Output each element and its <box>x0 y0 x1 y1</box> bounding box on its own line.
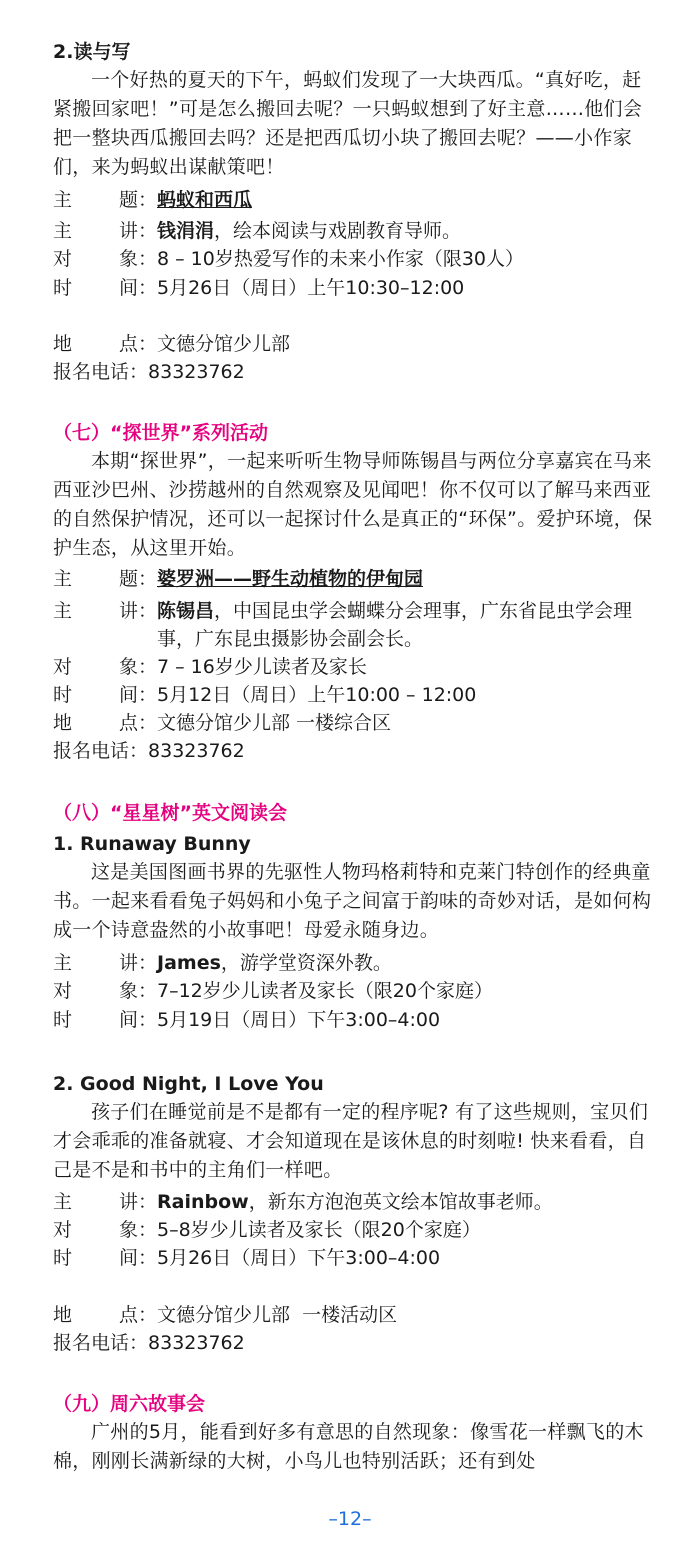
readwrite-speaker-name: 钱涓涓 <box>157 220 215 242</box>
book1-speaker-name: James <box>157 952 221 974</box>
readwrite-audience: 8 – 10岁热爱写作的未来小作家（限30人） <box>157 248 525 270</box>
readwrite-audience-row: 对 象： 8 – 10岁热爱写作的未来小作家（限30人） <box>53 245 653 273</box>
seven-speaker-desc: ，中国昆虫学会蝴蝶分会理事，广东省昆虫学会理事，广东昆虫摄影协会副会长。 <box>157 600 633 650</box>
readwrite-paragraph: 一个好热的夏天的下午，蚂蚁们发现了一大块西瓜。“真好吃，赶紧搬回家吧！”可是怎么搬回去呢？一只蚂蚁想到了好主意……他们会把一整块西瓜搬回去吗？还是把西瓜切小块了搬回去呢？——小作家们，来为蚂蚁出谋献策吧！ <box>53 69 643 178</box>
readwrite-place-row: 地 点： 文德分馆少儿部 <box>53 330 653 358</box>
nine-paragraph: 广州的5月，能看到好多有意思的自然现象：像雪花一样飘飞的木棉，刚刚长满新绿的大树，小鸟儿也特别活跃；还有到处 <box>53 1421 644 1472</box>
book1-paragraph: 这是美国图画书界的先驱性人物玛格莉特和克莱门特创作的经典童书。一起来看看兔子妈妈和小兔子之间富于韵味的奇妙对话，是如何构成一个诗意盎然的小故事吧！母爱永随身边。 <box>53 861 652 941</box>
section-heading-eight: （八）“星星树”英文阅读会 <box>53 802 287 824</box>
readwrite-phone: 83323762 <box>148 361 245 383</box>
eight-place-row: 地 点： 文德分馆少儿部 一楼活动区 <box>53 1301 653 1329</box>
book2-speaker-row: 主 讲： Rainbow，新东方泡泡英文绘本馆故事老师。 <box>53 1191 553 1213</box>
seven-phone: 83323762 <box>148 740 245 762</box>
seven-time-row: 时 间： 5月12日（周日）上午10:00 – 12:00 <box>53 681 653 709</box>
book1-title: 1. Runaway Bunny <box>53 833 251 855</box>
readwrite-speaker-desc: ，绘本阅读与戏剧教育导师。 <box>214 220 462 242</box>
eight-phone: 83323762 <box>148 1332 245 1354</box>
readwrite-time: 5月26日（周日）上午10:30–12:00 <box>157 277 465 299</box>
seven-topic-row: 主 题： 婆罗洲——野生动植物的伊甸园 <box>53 565 653 593</box>
eight-phone-row: 报名电话： 83323762 <box>53 1329 653 1357</box>
book2-audience: 5–8岁少儿读者及家长（限20个家庭） <box>157 1219 481 1241</box>
book1-speaker-desc: ，游学堂资深外教。 <box>220 952 392 974</box>
book1-time-row: 时 间： 5月19日（周日）下午3:00–4:00 <box>53 1006 653 1034</box>
subsection-heading-readwrite: 2.读与写 <box>53 41 131 63</box>
seven-place-row: 地 点： 文德分馆少儿部 一楼综合区 <box>53 709 653 737</box>
book2-time-row: 时 间： 5月26日（周日）下午3:00–4:00 <box>53 1244 653 1272</box>
readwrite-speaker-row: 主 讲： 钱涓涓，绘本阅读与戏剧教育导师。 <box>53 220 462 242</box>
page-number: –12– <box>328 1508 372 1530</box>
book2-time: 5月26日（周日）下午3:00–4:00 <box>157 1247 441 1269</box>
section-heading-nine: （九）周六故事会 <box>53 1393 206 1415</box>
eight-place: 文德分馆少儿部 一楼活动区 <box>157 1304 398 1326</box>
seven-phone-row: 报名电话： 83323762 <box>53 737 653 765</box>
seven-speaker-row: 主 讲： 陈锡昌，中国昆虫学会蝴蝶分会理事，广东省昆虫学会理事，广东昆虫摄影协会副会长。 <box>53 600 633 650</box>
seven-audience-row: 对 象： 7 – 16岁少儿读者及家长 <box>53 653 653 681</box>
seven-speaker-name: 陈锡昌 <box>157 600 215 622</box>
seven-paragraph: 本期“探世界”，一起来听听生物导师陈锡昌与两位分享嘉宾在马来西亚沙巴州、沙捞越州的自然观察及见闻吧！你不仅可以了解马来西亚的自然保护情况，还可以一起探讨什么是真正的“环保”。爱护环境，保护生态，从这里开始。 <box>53 450 653 559</box>
book1-time: 5月19日（周日）下午3:00–4:00 <box>157 1009 441 1031</box>
book1-audience: 7–12岁少儿读者及家长（限20个家庭） <box>157 980 493 1002</box>
readwrite-topic-row: 主 题： 蚂蚁和西瓜 <box>53 186 653 214</box>
book2-speaker-name: Rainbow <box>157 1191 249 1213</box>
seven-time: 5月12日（周日）上午10:00 – 12:00 <box>157 684 477 706</box>
book2-title: 2. Good Night, I Love You <box>53 1073 324 1095</box>
readwrite-topic: 蚂蚁和西瓜 <box>157 189 253 211</box>
book1-audience-row: 对 象： 7–12岁少儿读者及家长（限20个家庭） <box>53 977 653 1005</box>
book2-audience-row: 对 象： 5–8岁少儿读者及家长（限20个家庭） <box>53 1216 653 1244</box>
section-heading-seven: （七）“探世界”系列活动 <box>53 422 268 444</box>
seven-place: 文德分馆少儿部 一楼综合区 <box>157 712 392 734</box>
seven-audience: 7 – 16岁少儿读者及家长 <box>157 656 367 678</box>
book2-speaker-desc: ，新东方泡泡英文绘本馆故事老师。 <box>248 1191 553 1213</box>
readwrite-phone-row: 报名电话： 83323762 <box>53 358 653 386</box>
seven-topic: 婆罗洲——野生动植物的伊甸园 <box>157 568 424 590</box>
book1-speaker-row: 主 讲： James，游学堂资深外教。 <box>53 952 392 974</box>
book2-paragraph: 孩子们在睡觉前是不是都有一定的程序呢? 有了这些规则，宝贝们才会乖乖的准备就寝、才会知道现在是该休息的时刻啦! 快来看看，自己是不是和书中的主角们一样吧。 <box>53 1101 649 1181</box>
readwrite-place: 文德分馆少儿部 <box>157 333 291 355</box>
readwrite-time-row: 时 间： 5月26日（周日）上午10:30–12:00 <box>53 274 653 302</box>
